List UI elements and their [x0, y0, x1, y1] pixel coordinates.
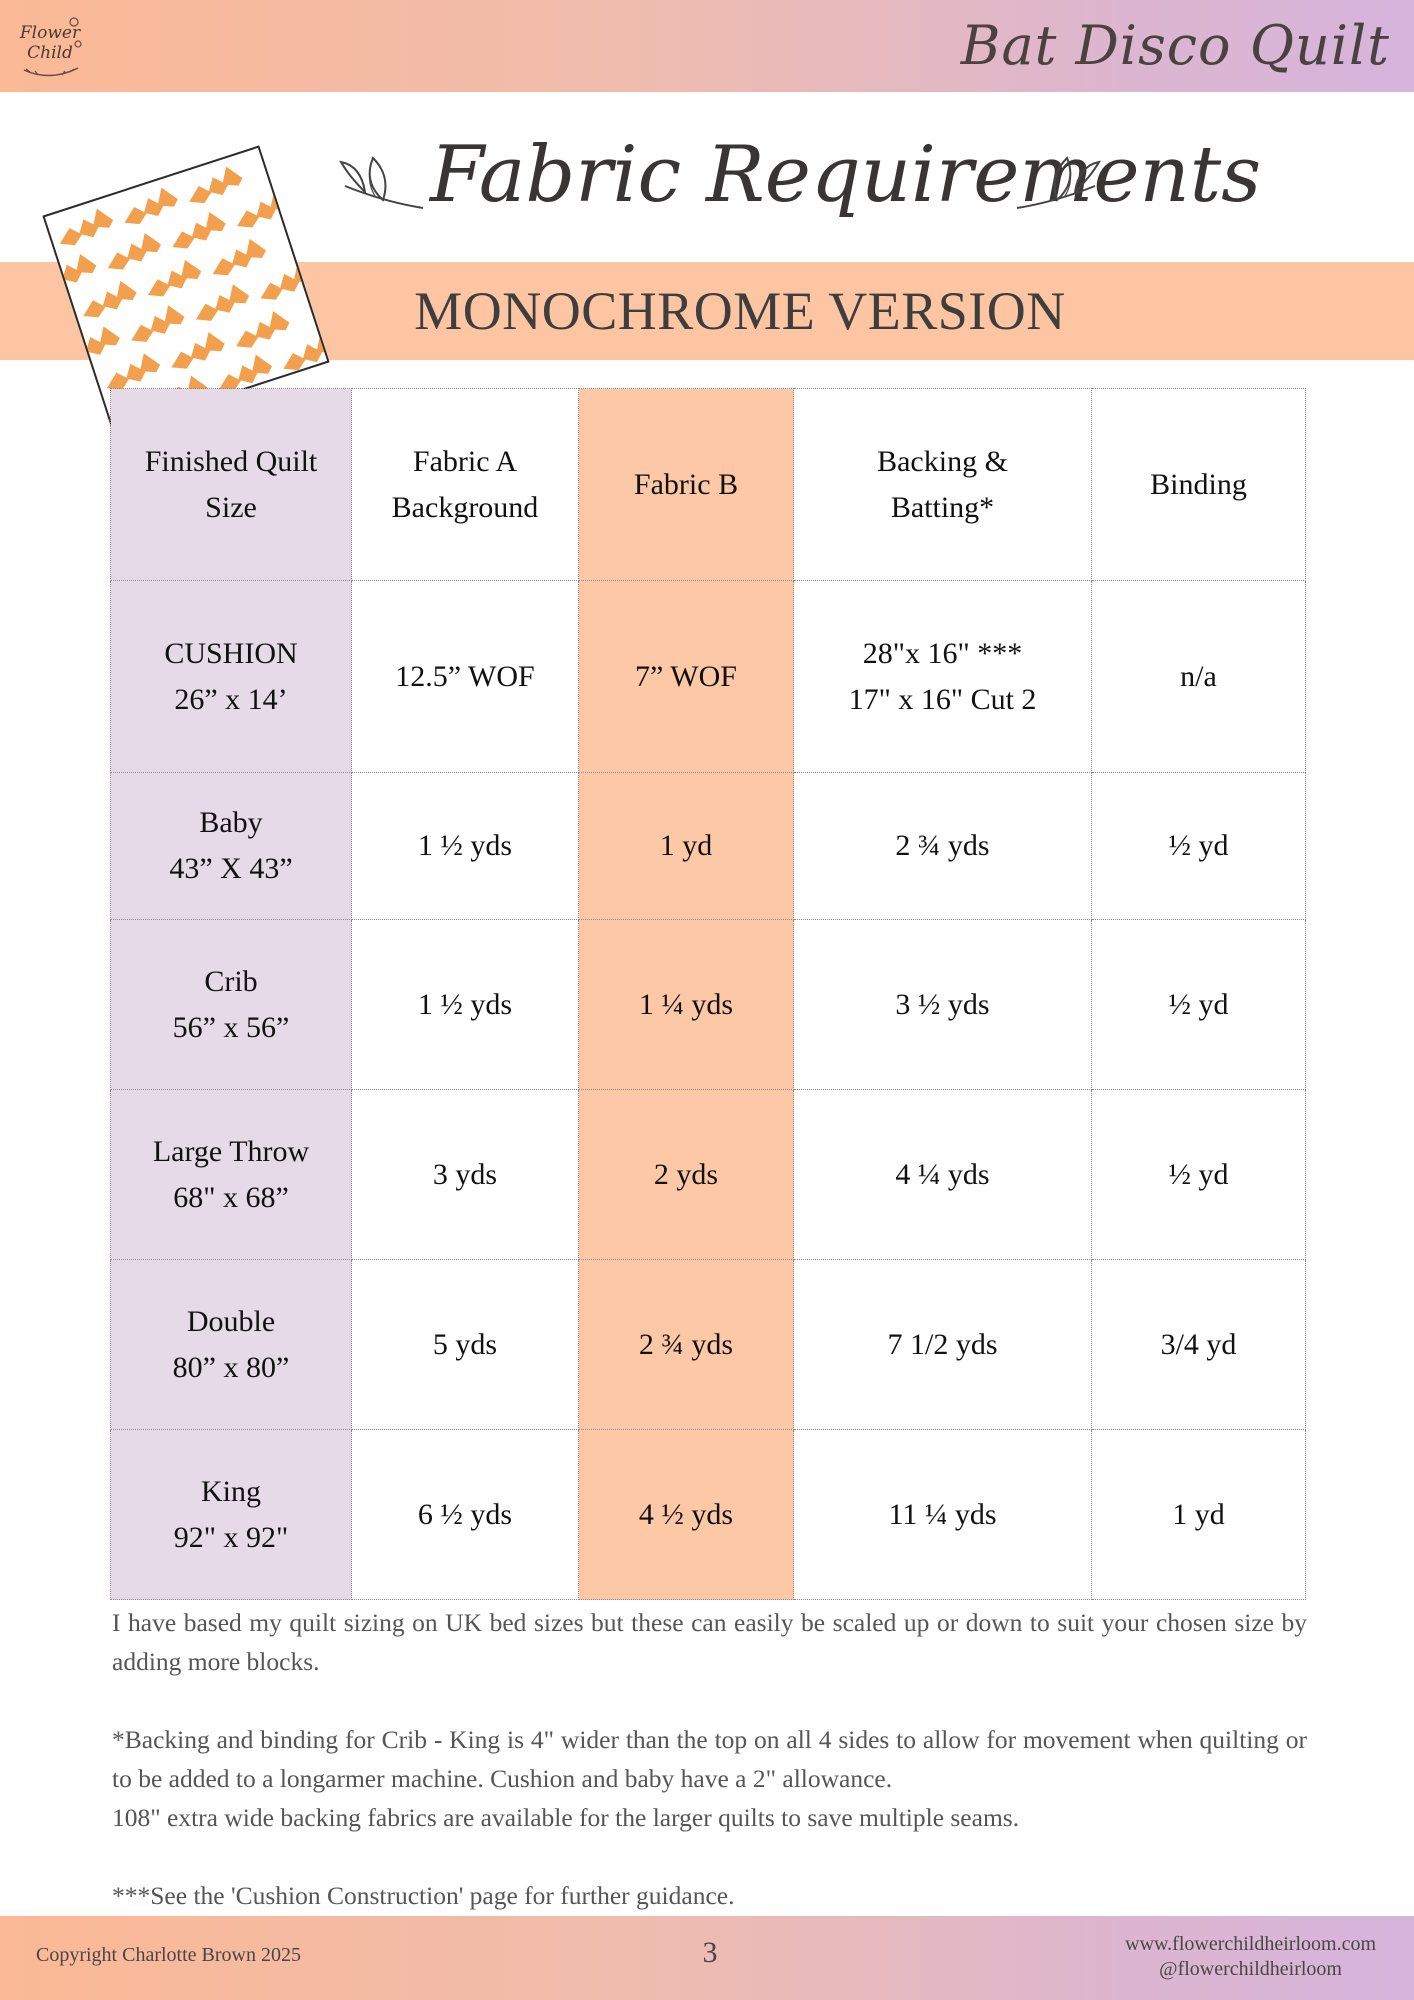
size-cell: CUSHION 26” x 14’ [111, 581, 352, 773]
fabric-a-cell: 6 ½ yds [352, 1430, 579, 1600]
note-sizing: I have based my quilt sizing on UK bed sizes but these can easily be scaled up or down to suit your chosen size by adding more blocks. [112, 1608, 1307, 1676]
header-fabric-a: Fabric A Background [352, 389, 579, 581]
fabric-b-cell: 1 ¼ yds [579, 920, 794, 1090]
size-cell: King 92" x 92" [111, 1430, 352, 1600]
notes-section [112, 1603, 1307, 1915]
size-cell: Baby 43” X 43” [111, 773, 352, 920]
header-backing-batting: Backing & Batting* [794, 389, 1092, 581]
fabric-a-cell: 1 ½ yds [352, 773, 579, 920]
binding-cell: 3/4 yd [1092, 1260, 1306, 1430]
fabric-b-cell: 7” WOF [579, 581, 794, 773]
fabric-b-cell: 2 yds [579, 1090, 794, 1260]
fabric-b-cell: 2 ¾ yds [579, 1260, 794, 1430]
size-cell: Double 80” x 80” [111, 1260, 352, 1430]
leaf-sprig-right-icon [1015, 140, 1105, 220]
flower-child-logo [10, 8, 90, 84]
table-header-row [111, 389, 1306, 581]
footer-bar [0, 1916, 1414, 2000]
size-cell: Crib 56” x 56” [111, 920, 352, 1090]
backing-cell: 7 1/2 yds [794, 1260, 1092, 1430]
binding-cell: ½ yd [1092, 920, 1306, 1090]
table-row-cushion [111, 581, 1306, 773]
page-number: 3 [702, 1936, 718, 1969]
page-heading: Fabric Requirements [430, 130, 1262, 220]
header-binding: Binding [1092, 389, 1306, 581]
backing-cell: 11 ¼ yds [794, 1430, 1092, 1600]
logo-text-child: Child [27, 43, 73, 63]
fabric-a-cell: 12.5” WOF [352, 581, 579, 773]
social-handle[interactable]: @flowerchildheirloom [1159, 1958, 1342, 1980]
binding-cell: ½ yd [1092, 773, 1306, 920]
leaf-sprig-left-icon [335, 140, 425, 220]
note-backing-binding: *Backing and binding for Crib - King is 4" wider than the top on all 4 sides to allow for movement when quilting or to be added to a longarmer machine. Cushion and baby have a 2" allowance. [112, 1725, 1307, 1793]
header-fabric-b: Fabric B [579, 389, 794, 581]
header-finished-quilt-size: Finished Quilt Size [111, 389, 352, 581]
website-link[interactable]: www.flowerchildheirloom.com [1125, 1933, 1376, 1955]
footer-links [1125, 1932, 1376, 1982]
banner-title: MONOCHROME VERSION [414, 281, 1066, 341]
brand-title: Bat Disco Quilt [960, 14, 1390, 77]
table-row-double [111, 1260, 1306, 1430]
fabric-a-cell: 3 yds [352, 1090, 579, 1260]
top-header-bar [0, 0, 1414, 92]
note-cushion-construction: ***See the 'Cushion Construction' page for further guidance. [112, 1881, 735, 1910]
table-row-crib [111, 920, 1306, 1090]
backing-cell: 3 ½ yds [794, 920, 1092, 1090]
binding-cell: ½ yd [1092, 1090, 1306, 1260]
table-row-large-throw [111, 1090, 1306, 1260]
note-wide-backing: 108" extra wide backing fabrics are available for the larger quilts to save multiple seams. [112, 1803, 1020, 1832]
logo-text-flower: Flower [19, 23, 81, 43]
fabric-a-cell: 5 yds [352, 1260, 579, 1430]
fabric-requirements-table [110, 388, 1306, 1600]
fabric-a-cell: 1 ½ yds [352, 920, 579, 1090]
backing-cell: 4 ¼ yds [794, 1090, 1092, 1260]
backing-cell: 2 ¾ yds [794, 773, 1092, 920]
fabric-b-cell: 4 ½ yds [579, 1430, 794, 1600]
backing-cell: 28"x 16" *** 17" x 16" Cut 2 [794, 581, 1092, 773]
binding-cell: n/a [1092, 581, 1306, 773]
table-row-king [111, 1430, 1306, 1600]
size-cell: Large Throw 68" x 68” [111, 1090, 352, 1260]
binding-cell: 1 yd [1092, 1430, 1306, 1600]
table-row-baby [111, 773, 1306, 920]
copyright-text: Copyright Charlotte Brown 2025 [36, 1944, 301, 1966]
fabric-b-cell: 1 yd [579, 773, 794, 920]
